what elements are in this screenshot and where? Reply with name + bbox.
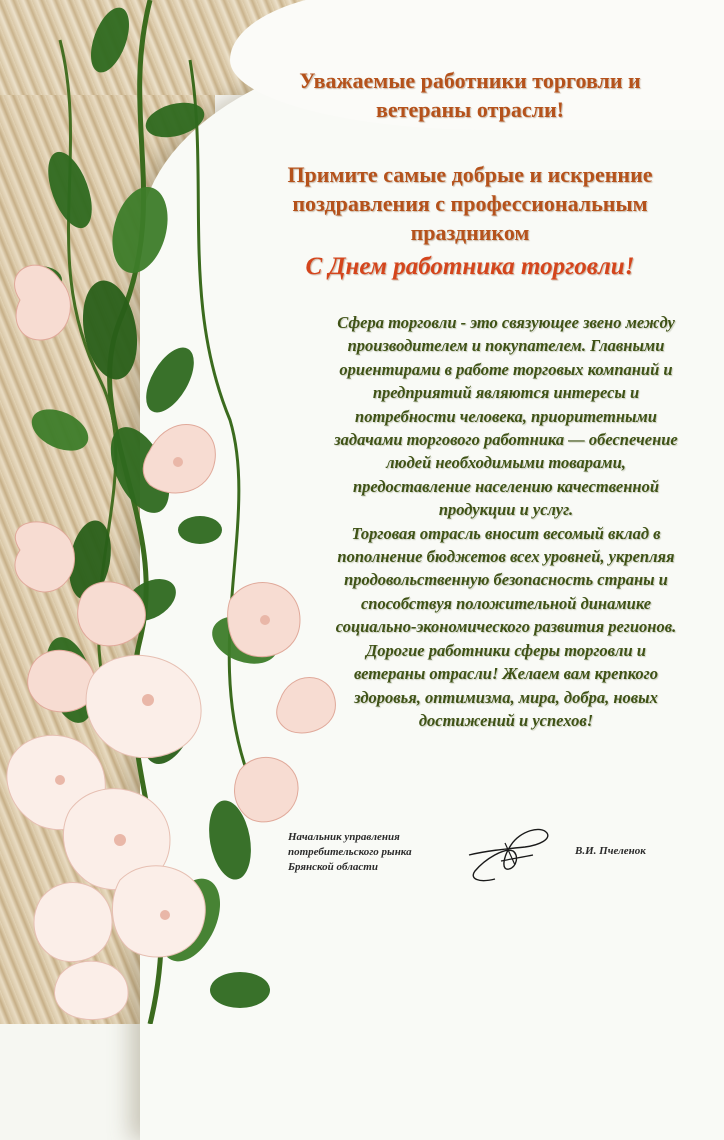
body-line: людей необходимыми товарами, [386, 453, 626, 473]
body-line: производителем и покупателем. Главными [347, 336, 665, 356]
greeting-line-1: Уважаемые работники торговли и [299, 68, 641, 93]
congrats-line-1: Примите самые добрые и искренние [287, 162, 653, 187]
greeting-body [296, 311, 716, 732]
body-line: потребности человека, приоритетными [355, 406, 657, 426]
body-line: достижений и успехов! [418, 710, 594, 730]
body-line: продукции и услуг. [438, 500, 574, 520]
body-line: пополнение бюджетов всех уровней, укрепляя [337, 547, 675, 567]
body-line: продовольственную безопасность страны и [344, 570, 668, 590]
body-line: Сфера торговли - это связующее звено между [337, 313, 675, 332]
congrats-line-3: праздником [410, 220, 530, 245]
body-line: ориентирами в работе торговых компаний и [339, 359, 673, 379]
body-line: ветераны отрасли! Желаем вам крепкого [353, 664, 659, 684]
handwritten-signature-icon [465, 825, 555, 887]
body-line: здоровья, оптимизма, мира, добра, новых [354, 687, 658, 707]
body-line: задачами торгового работника — обеспечение [334, 430, 678, 450]
holiday-title: С Днем работника торговли! [305, 253, 635, 280]
body-line: Дорогие работники сферы торговли и [366, 640, 646, 660]
body-line: предоставление населению качественной [352, 476, 659, 496]
position-line-3: Брянской области [288, 861, 378, 873]
position-line-2: потребительского рынка [288, 846, 412, 858]
greeting-heading [240, 66, 700, 124]
greeting-line-2: ветераны отрасли! [376, 97, 564, 122]
signatory-name: В.И. Пчеленок [575, 845, 646, 857]
body-line: способствуя положительной динамике [360, 593, 652, 613]
congrats-line-2: поздравления с профессиональным [292, 191, 648, 216]
signatory-position [288, 830, 468, 875]
body-line: предприятий являются интересы и [372, 383, 640, 403]
body-line: социально-экономического развития регионов. [335, 617, 677, 637]
position-line-1: Начальник управления [288, 831, 400, 843]
congratulation-heading [240, 160, 700, 247]
body-line: Торговая отрасль вносит весомый вклад в [351, 523, 661, 543]
